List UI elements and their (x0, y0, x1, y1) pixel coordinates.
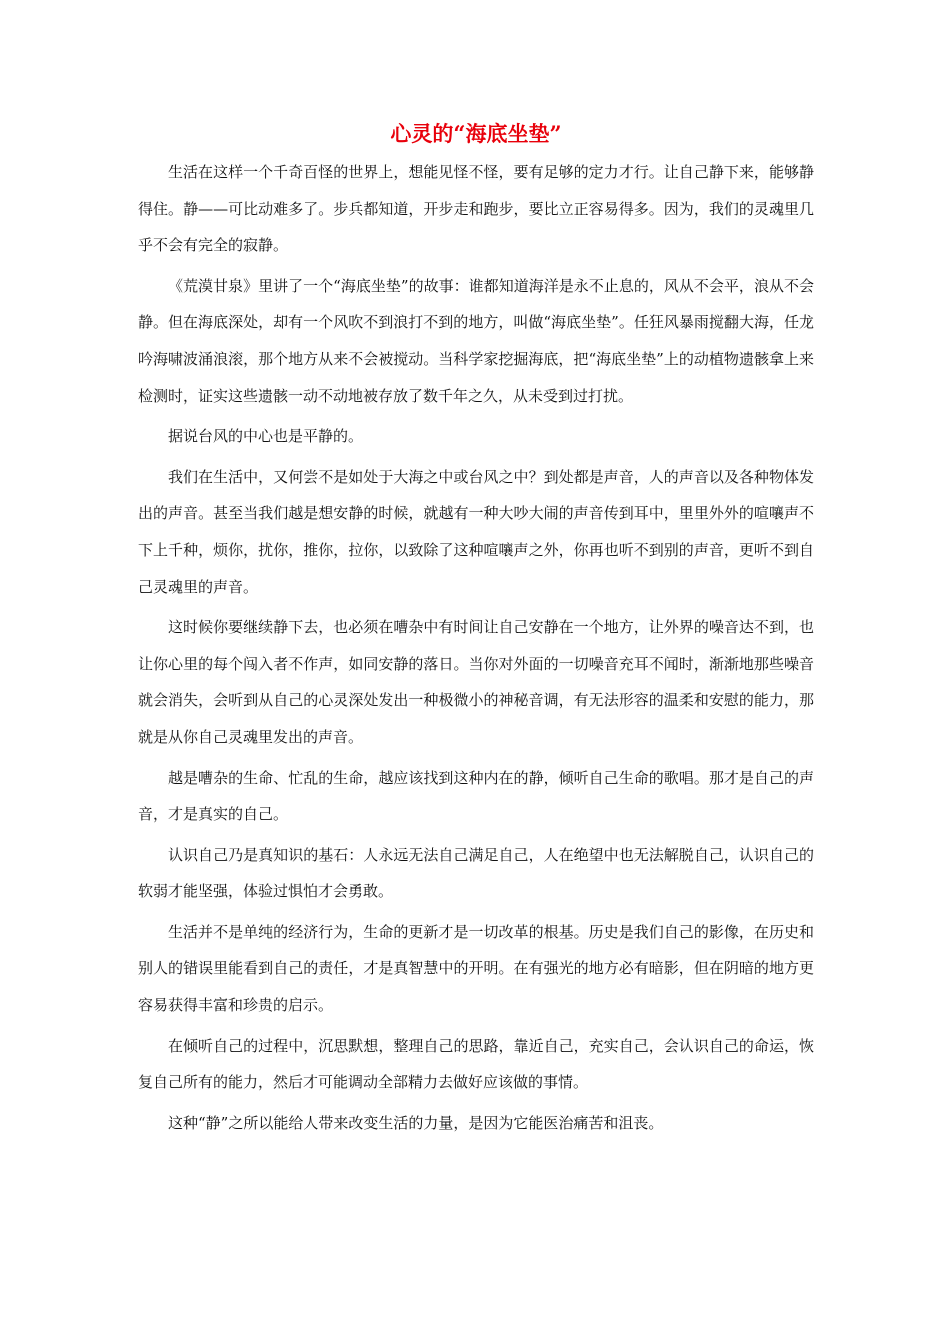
paragraph-10: 这种“静”之所以能给人带来改变生活的力量，是因为它能医治痛苦和沮丧。 (168, 1113, 664, 1132)
paragraph-8: 生活并不是单纯的经济行为，生命的更新才是一切改革的根基。历史是我们自己的影像，在历史和别人的错误里能看到自己的责任，才是真智慧中的开明。在有强光的地方必有暗影，但在阴暗的地方更容易获得丰富和珍贵的启示。 (138, 922, 814, 1015)
paragraph-1: 生活在这样一个千奇百怪的世界上，想能见怪不怪，要有足够的定力才行。让自己静下来，能够静得住。静——可比动难多了。步兵都知道，开步走和跑步，要比立正容易得多。因为，我们的灵魂里几乎不会有完全的寂静。 (138, 163, 814, 255)
paragraph-6: 越是嘈杂的生命、忙乱的生命，越应该找到这种内在的静，倾听自己生命的歌唱。那才是自己的声音，才是真实的自己。 (138, 768, 814, 824)
article-title: 心灵的“海底坐垫” (390, 121, 562, 146)
article (138, 118, 814, 1145)
paragraph-2: 《荒漠甘泉》里讲了一个“海底坐垫”的故事：谁都知道海洋是永不止息的，风从不会平，浪从不会静。但在海底深处，却有一个风吹不到浪打不到的地方，叫做“海底坐垫”。任狂风暴雨搅翻大海，任龙吟海啸波涌浪滚，那个地方从来不会被搅动。当科学家挖掘海底，把“海底坐垫”上的动植物遗骸拿上来检测时，证实这些遗骸一动不动地被存放了数千年之久，从未受到过打扰。 (138, 276, 814, 405)
paragraph-5: 这时候你要继续静下去，也必须在嘈杂中有时间让自己安静在一个地方，让外界的噪音达不到，也让你心里的每个闯入者不作声，如同安静的落日。当你对外面的一切噪音充耳不闻时，渐渐地那些噪音就会消失，会听到从自己的心灵深处发出一种极微小的神秘音调，有无法形容的温柔和安慰的能力，那就是从你自己灵魂里发出的声音。 (138, 618, 814, 746)
paragraph-3: 据说台风的中心也是平静的。 (168, 427, 364, 446)
paragraph-9: 在倾听自己的过程中，沉思默想，整理自己的思路，靠近自己，充实自己，会认识自己的命运，恢复自己所有的能力，然后才可能调动全部精力去做好应该做的事情。 (138, 1036, 814, 1092)
paragraph-4: 我们在生活中，又何尝不是如处于大海之中或台风之中？到处都是声音，人的声音以及各种物体发出的声音。甚至当我们越是想安静的时候，就越有一种大吵大闹的声音传到耳中，里里外外的喧嚷声不下上千种，烦你，扰你，推你，拉你，以致除了这种喧嚷声之外，你再也听不到别的声音，更听不到自己灵魂里的声音。 (138, 467, 814, 596)
paragraph-7: 认识自己乃是真知识的基石：人永远无法自己满足自己，人在绝望中也无法解脱自己，认识自己的软弱才能坚强，体验过惧怕才会勇敢。 (138, 845, 814, 901)
